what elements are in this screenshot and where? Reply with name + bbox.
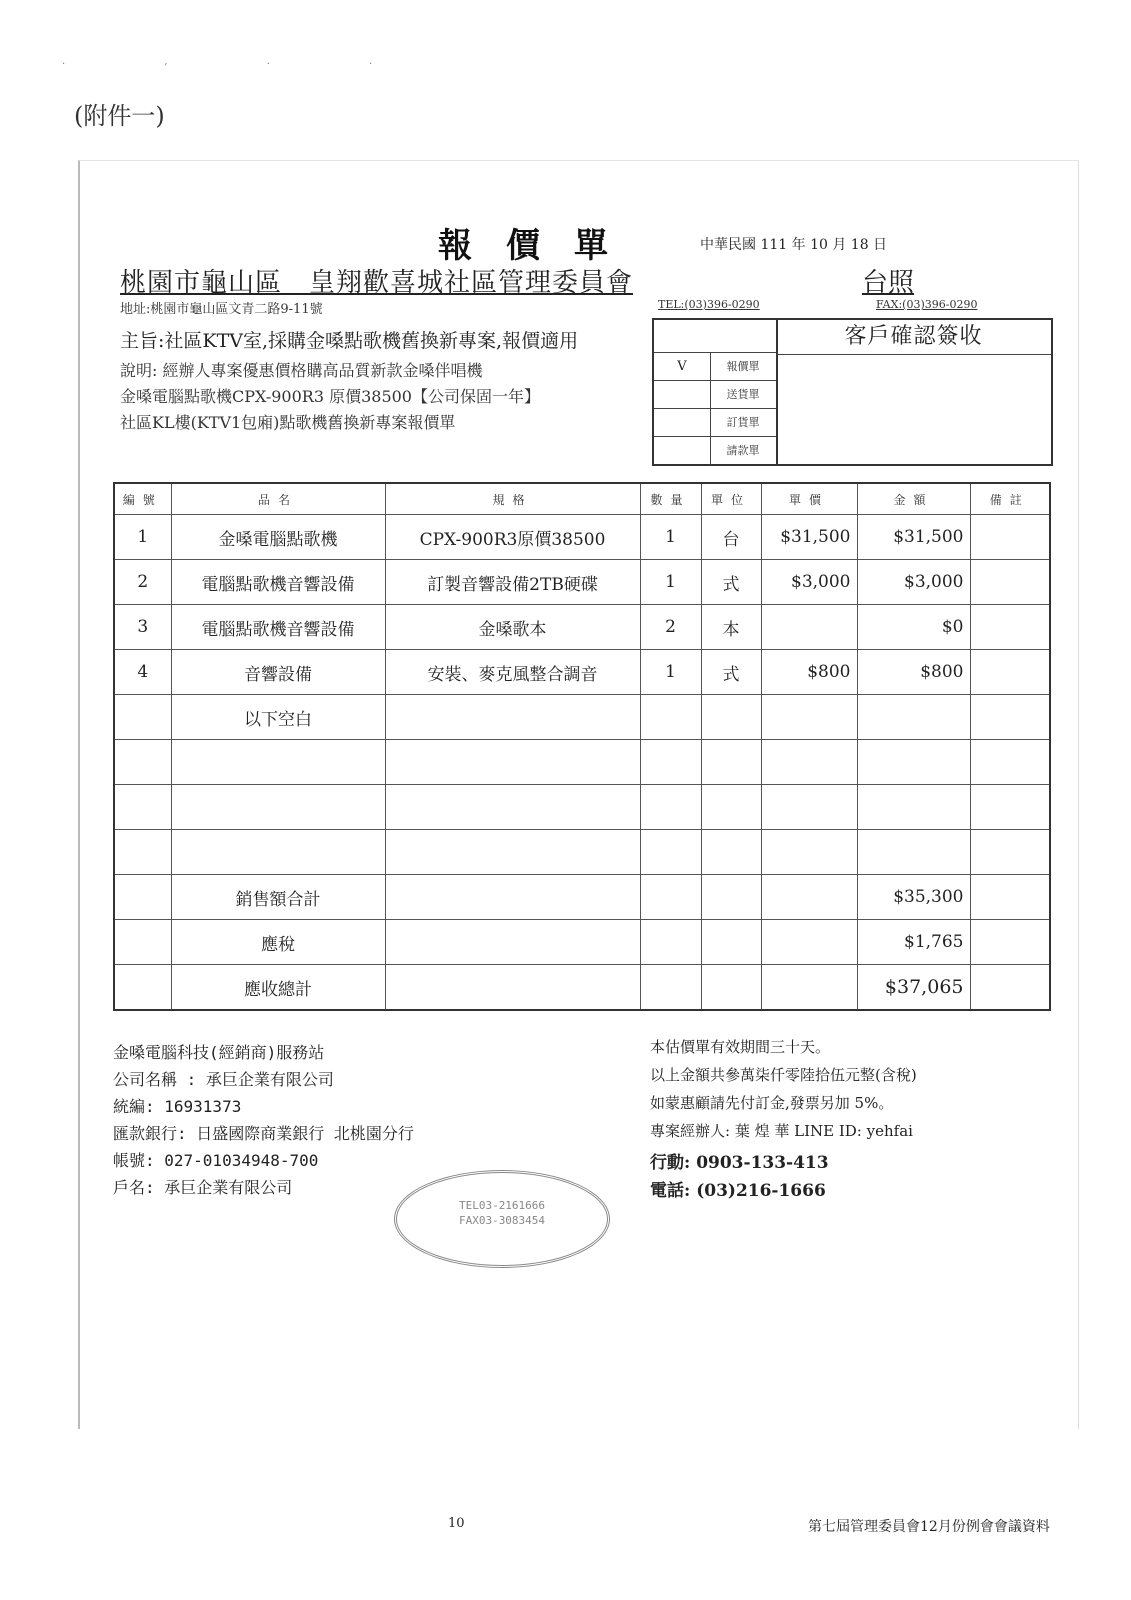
- item-note: [970, 785, 1050, 830]
- item-amount: $0: [857, 605, 970, 650]
- column-header: 規格: [385, 483, 640, 515]
- column-header: 單價: [761, 483, 857, 515]
- total-row: [114, 965, 1050, 1011]
- table-row: [114, 650, 1050, 695]
- item-name: [171, 785, 385, 830]
- item-spec: 安裝、麥克風整合調音: [385, 650, 640, 695]
- item-qty: [640, 740, 701, 785]
- quotation-table: [113, 482, 1051, 1011]
- item-no: [114, 830, 171, 875]
- item-price: [761, 740, 857, 785]
- item-price: [761, 785, 857, 830]
- item-unit: [701, 740, 761, 785]
- item-qty: [640, 830, 701, 875]
- item-no: 3: [114, 605, 171, 650]
- stamp-fax: FAX03-3083454: [458, 1214, 546, 1227]
- doc-type-label: 請款單: [726, 444, 760, 457]
- total-label: 應收總計: [171, 965, 385, 1011]
- item-name: 電腦點歌機音響設備: [171, 605, 385, 650]
- company-stamp: [394, 1170, 610, 1268]
- table-row: [114, 560, 1050, 605]
- item-qty: 1: [640, 560, 701, 605]
- item-unit: [701, 785, 761, 830]
- item-qty: 1: [640, 515, 701, 560]
- item-spec: 金嗓歌本: [385, 605, 640, 650]
- doc-type-label: 訂貨單: [726, 416, 760, 429]
- item-note: [970, 560, 1050, 605]
- item-no: 1: [114, 515, 171, 560]
- item-spec: [385, 785, 640, 830]
- scan-marks: . , . .: [62, 56, 421, 67]
- column-header: 編號: [114, 483, 171, 515]
- description-line: 社區KL樓(KTV1包廂)點歌機舊換新專案報價單: [120, 413, 456, 432]
- item-amount: $3,000: [857, 560, 970, 605]
- item-name: [171, 830, 385, 875]
- item-unit: 本: [701, 605, 761, 650]
- quote-date: 中華民國 111 年 10 月 18 日: [700, 237, 888, 253]
- quote-validity: 本估價單有效期間三十天。: [650, 1038, 831, 1056]
- doc-type-check: V: [654, 353, 711, 381]
- table-row: [114, 830, 1050, 875]
- amount-in-words: 以上金額共參萬柒仟零陸拾伍元整(含稅): [650, 1066, 917, 1084]
- description-line: 說明: 經辦人專案優惠價格購高品質新款金嗓伴唱機: [120, 361, 483, 380]
- table-row: [114, 605, 1050, 650]
- total-label: 銷售額合計: [171, 875, 385, 920]
- meeting-footer: 第七屆管理委員會12月份例會會議資料: [808, 1519, 1050, 1535]
- doc-type-row: [654, 408, 776, 437]
- item-amount: [857, 695, 970, 740]
- agent-mobile: 行動: 0903-133-413: [650, 1153, 829, 1173]
- item-amount: [857, 740, 970, 785]
- item-no: 4: [114, 650, 171, 695]
- item-spec: 訂製音響設備2TB硬碟: [385, 560, 640, 605]
- doc-type-check: [654, 437, 711, 465]
- doc-type-row: [654, 436, 776, 465]
- vendor-bank: 匯款銀行: 日盛國際商業銀行 北桃園分行: [113, 1124, 414, 1143]
- description-line: 金嗓電腦點歌機CPX-900R3 原價38500【公司保固一年】: [120, 387, 540, 406]
- item-amount: [857, 785, 970, 830]
- customer-address: 地址:桃園市龜山區文青二路9-11號: [120, 302, 323, 317]
- item-spec: [385, 740, 640, 785]
- item-no: [114, 785, 171, 830]
- page-title: 報價單: [438, 226, 642, 266]
- item-amount: $31,500: [857, 515, 970, 560]
- column-header: 金額: [857, 483, 970, 515]
- item-spec: CPX-900R3原價38500: [385, 515, 640, 560]
- item-note: [970, 650, 1050, 695]
- doc-type-label: 送貨單: [726, 388, 760, 401]
- total-row: [114, 920, 1050, 965]
- project-agent: 專案經辦人: 葉 煌 華 LINE ID: yehfai: [650, 1122, 913, 1140]
- table-row: [114, 695, 1050, 740]
- item-price: $800: [761, 650, 857, 695]
- item-qty: 1: [640, 650, 701, 695]
- table-row: [114, 740, 1050, 785]
- customer-fax: FAX:(03)396-0290: [876, 298, 978, 311]
- total-amount: $1,765: [857, 920, 970, 965]
- item-note: [970, 605, 1050, 650]
- stamp-tel: TEL03-2161666: [458, 1199, 546, 1212]
- doc-type-check: [654, 409, 711, 437]
- customer-tel: TEL:(03)396-0290: [658, 298, 760, 311]
- item-name: 金嗓電腦點歌機: [171, 515, 385, 560]
- doc-type-row: [654, 380, 776, 409]
- item-price: $31,500: [761, 515, 857, 560]
- item-name: 以下空白: [171, 695, 385, 740]
- page-number: 10: [448, 1516, 465, 1531]
- item-no: 2: [114, 560, 171, 605]
- doc-type-label: 報價單: [726, 360, 760, 373]
- item-unit: 式: [701, 650, 761, 695]
- item-price: [761, 605, 857, 650]
- total-amount: $35,300: [857, 875, 970, 920]
- item-spec: [385, 695, 640, 740]
- vendor-tax-id: 統編: 16931373: [113, 1097, 242, 1116]
- customer-name: 桃園市龜山區 皇翔歡喜城社區管理委員會: [120, 268, 634, 298]
- column-header: 單位: [701, 483, 761, 515]
- doc-type-box: [652, 318, 1053, 466]
- total-row: [114, 875, 1050, 920]
- item-qty: [640, 695, 701, 740]
- table-header-row: [114, 483, 1050, 515]
- item-note: [970, 740, 1050, 785]
- doc-type-check: [654, 381, 711, 409]
- doc-type-row: [654, 352, 776, 381]
- item-unit: [701, 830, 761, 875]
- total-amount: $37,065: [857, 965, 970, 1011]
- customer-confirm-heading: 客戶確認簽收: [776, 320, 1051, 355]
- item-qty: 2: [640, 605, 701, 650]
- item-price: $3,000: [761, 560, 857, 605]
- item-amount: [857, 830, 970, 875]
- column-header: 品名: [171, 483, 385, 515]
- item-name: 電腦點歌機音響設備: [171, 560, 385, 605]
- item-qty: [640, 785, 701, 830]
- item-spec: [385, 830, 640, 875]
- item-unit: [701, 695, 761, 740]
- quote-subject: 主旨:社區KTV室,採購金嗓點歌機舊換新專案,報價適用: [120, 330, 579, 352]
- column-header: 數量: [640, 483, 701, 515]
- doc-type-list: [654, 320, 778, 464]
- table-row: [114, 785, 1050, 830]
- customer-suffix: 台照: [862, 268, 915, 298]
- item-no: [114, 740, 171, 785]
- vendor-company: 公司名稱 : 承巨企業有限公司: [113, 1070, 334, 1089]
- item-name: [171, 740, 385, 785]
- table-row: [114, 515, 1050, 560]
- item-unit: 台: [701, 515, 761, 560]
- vendor-account: 帳號: 027-01034948-700: [113, 1151, 319, 1170]
- agent-phone: 電話: (03)216-1666: [650, 1181, 826, 1201]
- deposit-note: 如蒙惠顧請先付訂金,發票另加 5%。: [650, 1094, 894, 1112]
- total-label: 應稅: [171, 920, 385, 965]
- item-price: [761, 830, 857, 875]
- column-header: 備註: [970, 483, 1050, 515]
- item-no: [114, 695, 171, 740]
- item-price: [761, 695, 857, 740]
- vendor-service-station: 金嗓電腦科技(經銷商)服務站: [113, 1043, 325, 1062]
- item-amount: $800: [857, 650, 970, 695]
- item-note: [970, 515, 1050, 560]
- item-note: [970, 695, 1050, 740]
- vendor-account-name: 戶名: 承巨企業有限公司: [113, 1178, 293, 1197]
- item-note: [970, 830, 1050, 875]
- item-unit: 式: [701, 560, 761, 605]
- item-name: 音響設備: [171, 650, 385, 695]
- attachment-label: (附件一): [74, 102, 165, 130]
